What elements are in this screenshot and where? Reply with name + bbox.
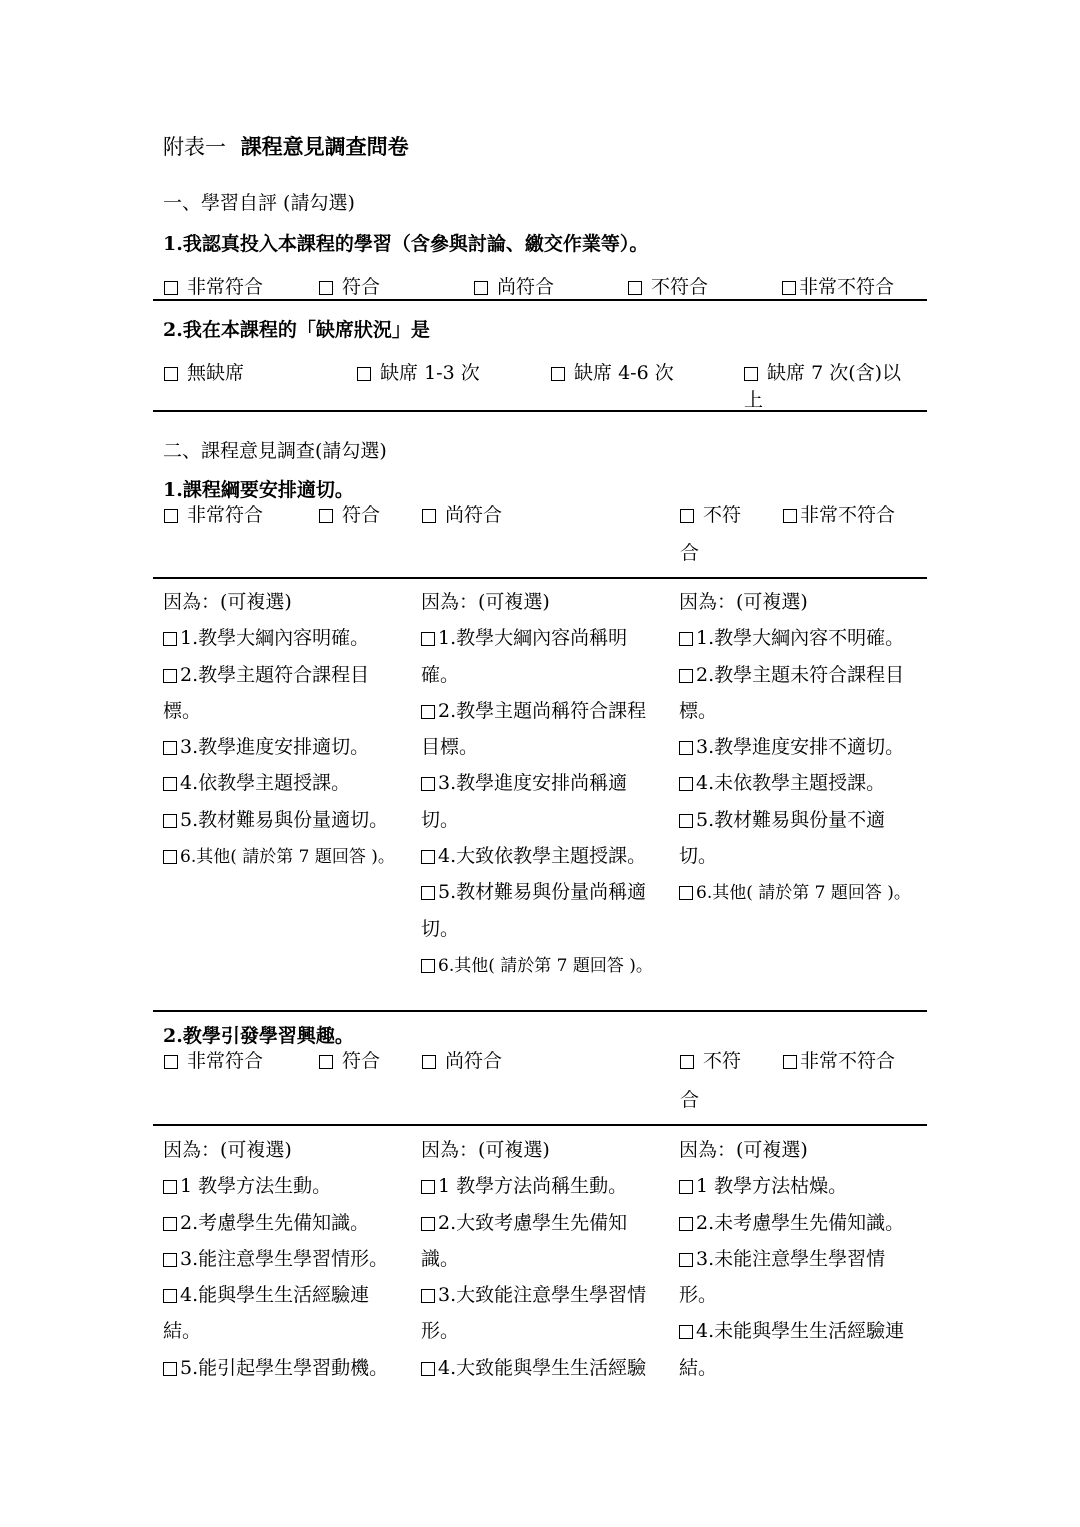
reason-item[interactable]: 4.未能與學生生活經驗連 (679, 1313, 904, 1349)
reason-header: 因為：(可複選) (163, 591, 292, 613)
s1-q2-opt-2[interactable]: 缺席 1-3 次 (357, 361, 480, 385)
checkbox[interactable] (679, 814, 693, 828)
reason-item[interactable]: 6.其他( 請於第 7 題回答 )。 (163, 838, 395, 874)
reason-item[interactable]: 5.教材難易與份量尚稱適 (421, 874, 653, 910)
reason-cont: 目標。 (421, 736, 479, 759)
divider (153, 299, 927, 301)
reason-item[interactable]: 2.大致考慮學生先備知 (421, 1205, 646, 1241)
checkbox[interactable] (551, 367, 565, 381)
checkbox[interactable] (421, 850, 435, 864)
divider (153, 410, 927, 412)
reason-item[interactable]: 4.未依教學主題授課。 (679, 765, 911, 801)
reason-item[interactable]: 1 教學方法尚稱生動。 (421, 1168, 646, 1204)
checkbox[interactable] (164, 1055, 178, 1069)
checkbox[interactable] (680, 509, 694, 523)
reason-header: 因為：(可複選) (421, 591, 550, 613)
reason-item[interactable]: 2.考慮學生先備知識。 (163, 1205, 388, 1241)
s2-q2-opt-1[interactable]: 非常符合 (164, 1049, 263, 1073)
checkbox[interactable] (163, 1253, 177, 1267)
checkbox[interactable] (422, 1055, 436, 1069)
checkbox[interactable] (421, 1362, 435, 1376)
checkbox[interactable] (164, 509, 178, 523)
reason-item[interactable]: 6.其他( 請於第 7 題回答 )。 (679, 874, 911, 910)
checkbox[interactable] (319, 1055, 333, 1069)
s2-q1-opt-3[interactable]: 尚符合 (422, 503, 502, 527)
checkbox[interactable] (164, 281, 178, 295)
reason-item[interactable]: 6.其他( 請於第 7 題回答 )。 (421, 947, 653, 983)
reason-cont: 切。 (679, 845, 718, 868)
divider (153, 1010, 927, 1012)
s2-q2-opt-4-cont: 合 (680, 1089, 700, 1111)
reason-cont: 形。 (679, 1284, 718, 1307)
checkbox[interactable] (163, 814, 177, 828)
reason-item[interactable]: 1.教學大綱內容不明確。 (679, 620, 911, 656)
s2-q2-opt-4[interactable]: 不符 (680, 1049, 741, 1073)
checkbox[interactable] (421, 1180, 435, 1194)
checkbox[interactable] (679, 669, 693, 683)
s2-q1-opt-2[interactable]: 符合 (319, 503, 380, 527)
s1-q2-opt-1[interactable]: 無缺席 (164, 361, 244, 385)
s2-q2-opt-2[interactable]: 符合 (319, 1049, 380, 1073)
s2-q1-col1 (163, 584, 395, 874)
reason-item[interactable]: 2.教學主題尚稱符合課程 (421, 693, 653, 729)
s2-q2-opt-5[interactable]: 非常不符合 (783, 1049, 895, 1073)
checkbox[interactable] (357, 367, 371, 381)
checkbox[interactable] (422, 509, 436, 523)
divider (153, 1124, 927, 1126)
reason-cont: 識。 (421, 1247, 460, 1270)
reason-header: 因為：(可複選) (421, 1139, 550, 1161)
checkbox[interactable] (421, 1217, 435, 1231)
reason-header: 因為：(可複選) (679, 1139, 808, 1161)
reason-cont: 結。 (679, 1356, 718, 1379)
section2-heading: 二、課程意見調查(請勾選) (163, 440, 387, 462)
checkbox[interactable] (164, 367, 178, 381)
checkbox[interactable] (782, 281, 796, 295)
reason-item[interactable]: 4.依教學主題授課。 (163, 765, 395, 801)
checkbox[interactable] (163, 777, 177, 791)
reason-item[interactable]: 5.教材難易與份量適切。 (163, 802, 395, 838)
reason-item[interactable]: 5.教材難易與份量不適 (679, 802, 911, 838)
reason-item[interactable]: 4.能與學生生活經驗連 (163, 1277, 388, 1313)
checkbox[interactable] (744, 367, 758, 381)
checkbox[interactable] (679, 1217, 693, 1231)
s2-q2-col2 (421, 1132, 646, 1386)
reason-item[interactable]: 1 教學方法枯燥。 (679, 1168, 904, 1204)
s1-q1-opt-1[interactable]: 非常符合 (164, 275, 263, 299)
reason-item[interactable]: 1 教學方法生動。 (163, 1168, 388, 1204)
checkbox[interactable] (163, 1362, 177, 1376)
s1-q1-opt-3[interactable]: 尚符合 (474, 275, 554, 299)
checkbox[interactable] (421, 705, 435, 719)
reason-item[interactable]: 5.能引起學生學習動機。 (163, 1350, 388, 1386)
checkbox[interactable] (163, 632, 177, 646)
checkbox[interactable] (679, 741, 693, 755)
checkbox[interactable] (679, 1325, 693, 1339)
reason-cont: 標。 (163, 699, 202, 722)
checkbox[interactable] (421, 959, 435, 973)
checkbox[interactable] (679, 777, 693, 791)
s1-q2-opt-4[interactable]: 缺席 7 次(含)以 (744, 361, 901, 385)
reason-item[interactable]: 3.能注意學生學習情形。 (163, 1241, 388, 1277)
s1-q1-opt-4[interactable]: 不符合 (628, 275, 708, 299)
s1-q1-label: 1.我認真投入本課程的學習（含參與討論、繳交作業等）。 (163, 233, 649, 255)
checkbox[interactable] (163, 850, 177, 864)
reason-item[interactable]: 4.大致能與學生生活經驗 (421, 1350, 646, 1386)
checkbox[interactable] (783, 1055, 797, 1069)
reason-item[interactable]: 3.未能注意學生學習情 (679, 1241, 904, 1277)
divider (153, 577, 927, 579)
reason-cont: 確。 (421, 663, 460, 686)
title-main: 課程意見調查問卷 (240, 134, 409, 159)
reason-item[interactable]: 3.教學進度安排不適切。 (679, 729, 911, 765)
checkbox[interactable] (474, 281, 488, 295)
checkbox[interactable] (319, 509, 333, 523)
reason-item[interactable]: 1.教學大綱內容尚稱明 (421, 620, 653, 656)
checkbox[interactable] (421, 632, 435, 646)
checkbox[interactable] (163, 669, 177, 683)
checkbox[interactable] (679, 1180, 693, 1194)
s2-q1-opt-5[interactable]: 非常不符合 (783, 503, 895, 527)
reason-item[interactable]: 3.大致能注意學生學習情 (421, 1277, 646, 1313)
s2-q2-label: 2.教學引發學習興趣。 (163, 1025, 354, 1047)
checkbox[interactable] (679, 1253, 693, 1267)
s2-q1-opt-4[interactable]: 不符 (680, 503, 741, 527)
reason-header: 因為：(可複選) (679, 591, 808, 613)
reason-item[interactable]: 4.大致依教學主題授課。 (421, 838, 653, 874)
reason-header: 因為：(可複選) (163, 1139, 292, 1161)
section1-heading: 一、學習自評 (請勾選) (163, 192, 355, 214)
checkbox[interactable] (421, 777, 435, 791)
reason-item[interactable]: 2.教學主題符合課程目 (163, 657, 395, 693)
s2-q2-col3 (679, 1132, 904, 1386)
checkbox[interactable] (163, 741, 177, 755)
reason-cont: 切。 (421, 808, 460, 831)
s1-q2-opt-3[interactable]: 缺席 4-6 次 (551, 361, 674, 385)
reason-item[interactable]: 3.教學進度安排適切。 (163, 729, 395, 765)
reason-cont: 切。 (421, 917, 460, 940)
s1-q2-opt-4-cont: 上 (744, 389, 764, 411)
reason-item[interactable]: 3.教學進度安排尚稱適 (421, 765, 653, 801)
checkbox[interactable] (163, 1217, 177, 1231)
s1-q1-opt-5[interactable]: 非常不符合 (782, 275, 894, 299)
s2-q1-opt-1[interactable]: 非常符合 (164, 503, 263, 527)
s2-q1-label: 1.課程綱要安排適切。 (163, 479, 354, 501)
s1-q2-label: 2.我在本課程的「缺席狀況」是 (163, 319, 430, 341)
s2-q1-col2 (421, 584, 653, 983)
reason-cont: 結。 (163, 1320, 202, 1343)
reason-item[interactable]: 1.教學大綱內容明確。 (163, 620, 395, 656)
s2-q2-opt-3[interactable]: 尚符合 (422, 1049, 502, 1073)
s2-q1-opt-4-cont: 合 (680, 542, 700, 564)
checkbox[interactable] (163, 1180, 177, 1194)
page-title (163, 135, 409, 159)
checkbox[interactable] (783, 509, 797, 523)
checkbox[interactable] (421, 886, 435, 900)
reason-item[interactable]: 2.未考慮學生先備知識。 (679, 1205, 904, 1241)
checkbox[interactable] (319, 281, 333, 295)
title-prefix: 附表一 (163, 135, 226, 159)
checkbox[interactable] (679, 632, 693, 646)
s2-q2-col1 (163, 1132, 388, 1386)
checkbox[interactable] (421, 1289, 435, 1303)
checkbox[interactable] (679, 886, 693, 900)
reason-item[interactable]: 2.教學主題未符合課程目 (679, 657, 911, 693)
s1-q1-opt-2[interactable]: 符合 (319, 275, 380, 299)
reason-cont: 形。 (421, 1320, 460, 1343)
reason-cont: 標。 (679, 699, 718, 722)
s2-q1-col3 (679, 584, 911, 911)
checkbox[interactable] (680, 1055, 694, 1069)
checkbox[interactable] (163, 1289, 177, 1303)
checkbox[interactable] (628, 281, 642, 295)
